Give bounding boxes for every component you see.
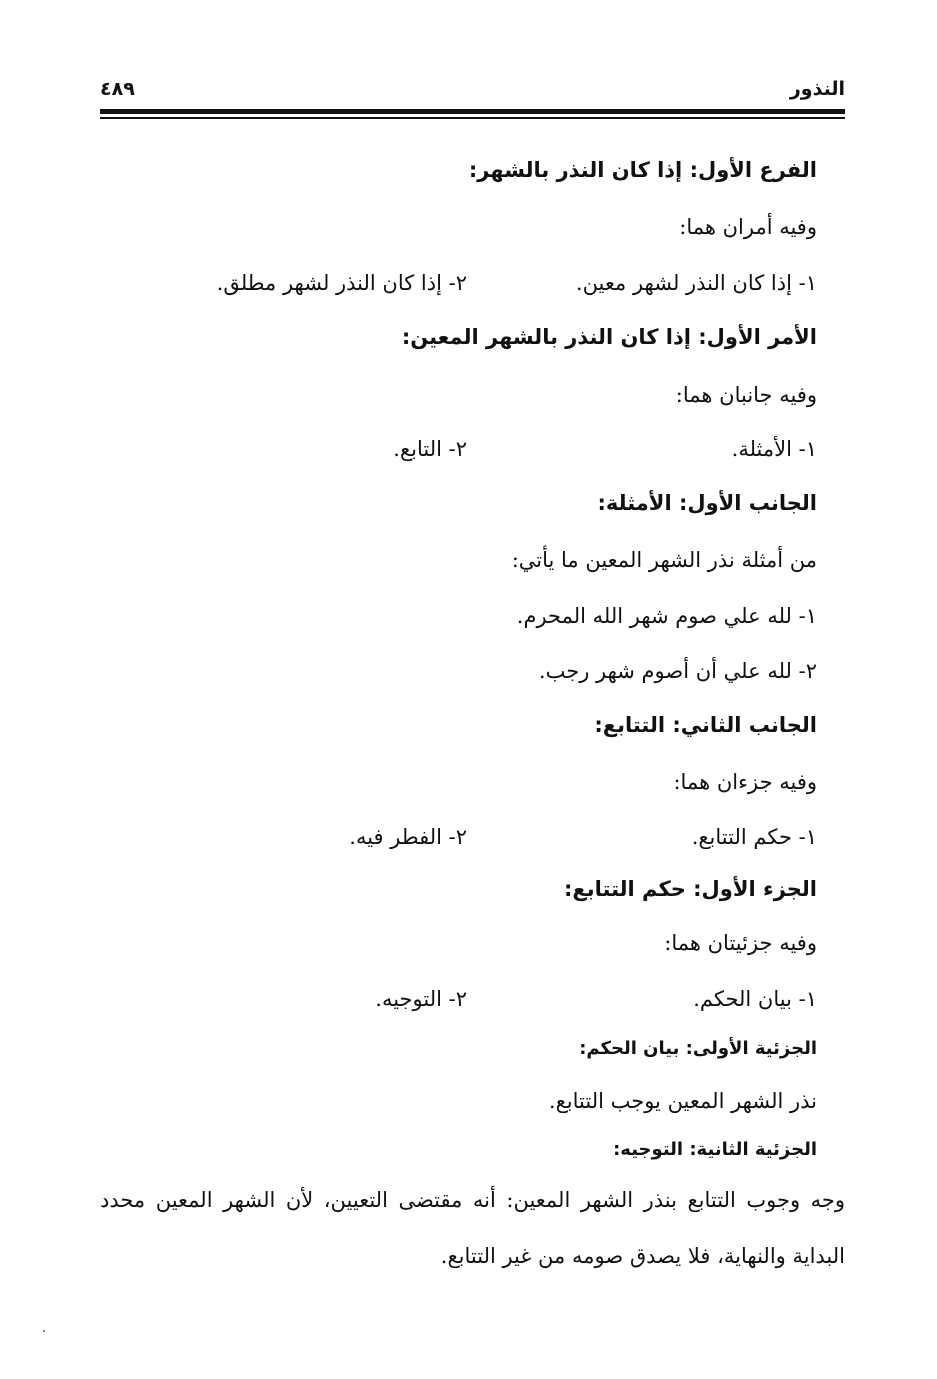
running-title: النذور [789,78,845,100]
section-heading-second-sub-part: الجزئية الثانية: التوجيه: [613,1139,817,1160]
list-item-tabi: ٢- التابع. [393,437,467,461]
list-item-examples: ١- الأمثلة. [731,437,817,461]
page-number: ٤٨٩ [100,78,135,100]
example-item-1: ١- لله علي صوم شهر الله المحرم. [516,604,817,628]
section-heading-first-sub-part: الجزئية الأولى: بيان الحكم: [579,1038,817,1059]
page-header [100,78,845,106]
section-heading-first-part: الجزء الأول: حكم التتابع: [563,877,817,901]
body-line-two-parts: وفيه جزءان هما: [673,770,817,794]
section-heading-second-aspect: الجانب الثاني: التتابع: [594,713,817,737]
justification-paragraph: وجه وجوب التتابع بنذر الشهر المعين: أنه مقتضى التعيين، لأن الشهر المعين محدد البداية والنهاية، فلا يصدق صومه من غير التتابع. [100,1188,845,1268]
list-item-justification: ٢- التوجيه. [375,987,467,1011]
list-item-unspecified-month: ٢- إذا كان النذر لشهر مطلق. [216,271,467,295]
body-line-two-aspects: وفيه جانبان هما: [675,383,817,407]
header-rule-thick [100,109,845,114]
section-heading-first-branch: الفرع الأول: إذا كان النذر بالشهر: [468,158,817,182]
scan-speck [43,1330,45,1332]
list-item-ruling: ١- حكم التتابع. [691,825,817,849]
body-line-ruling-statement: نذر الشهر المعين يوجب التتابع. [548,1089,817,1113]
header-rule-thin [100,117,845,119]
list-item-specific-month: ١- إذا كان النذر لشهر معين. [575,271,817,295]
section-heading-first-matter: الأمر الأول: إذا كان النذر بالشهر المعين: [401,325,817,349]
list-item-statement-of-ruling: ١- بيان الحكم. [693,987,817,1011]
section-heading-first-aspect: الجانب الأول: الأمثلة: [597,491,817,515]
body-line-two-matters: وفيه أمران هما: [679,215,817,239]
body-line-two-sub-parts: وفيه جزئيتان هما: [664,931,817,955]
list-item-breaking-fast: ٢- الفطر فيه. [349,825,467,849]
body-line-examples-intro: من أمثلة نذر الشهر المعين ما يأتي: [511,548,817,572]
example-item-2: ٢- لله علي أن أصوم شهر رجب. [538,659,817,683]
